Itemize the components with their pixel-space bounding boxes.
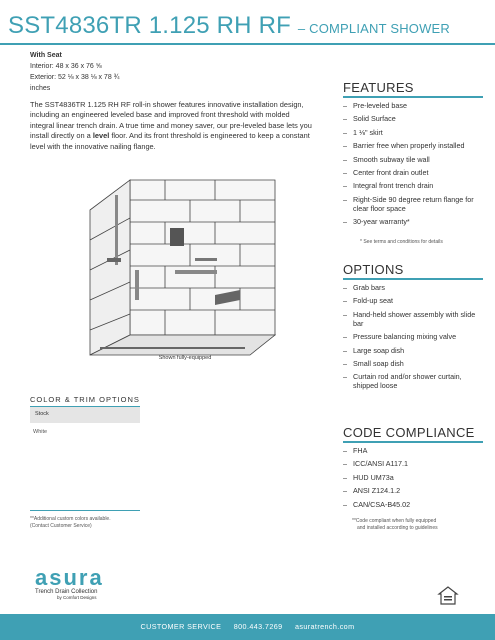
- stock-label: Stock: [35, 411, 49, 417]
- shower-drawing: [75, 170, 305, 360]
- intro-text-1: The SST4836TR 1.125 RH RF roll-in shower features innovative installation design, including an engineered leveled base and improved front threshold with molded integral linear trench drain. A true time and money saver, our pre-leveled base lets you install directly on a: [30, 100, 312, 141]
- color-trim-stock-row: [30, 407, 140, 423]
- features-title: FEATURES: [343, 80, 414, 95]
- list-item: – Grab bars: [343, 283, 483, 292]
- list-item: – Center front drain outlet: [343, 168, 483, 177]
- page-title: [8, 12, 450, 40]
- list-item: – Pre-leveled base: [343, 101, 483, 110]
- footer-phone[interactable]: 800.443.7269: [233, 622, 283, 631]
- slide-bar-icon: [115, 195, 118, 265]
- options-divider: [343, 278, 483, 280]
- options-list: [343, 283, 483, 395]
- warranty-note: * See terms and conditions for details: [360, 239, 443, 245]
- list-item: – ICC/ANSI A117.1: [343, 459, 483, 468]
- list-item: – Pressure balancing mixing valve: [343, 332, 483, 341]
- color-note-line-1: **Additional custom colors available.: [30, 516, 111, 522]
- specs-units: inches: [30, 85, 51, 92]
- title-bar: [0, 0, 495, 42]
- list-item: – HUD UM73a: [343, 473, 483, 482]
- list-item: – Large soap dish: [343, 346, 483, 355]
- specs-heading: With Seat: [30, 52, 62, 59]
- intro-paragraph: [30, 100, 315, 152]
- code-note-line-1: **Code compliant when fully equipped: [352, 518, 437, 524]
- color-trim-title: COLOR & TRIM OPTIONS: [30, 395, 140, 404]
- list-item: – CAN/CSA-B45.02: [343, 500, 483, 509]
- list-item: – Hand-held shower assembly with slide bar: [343, 310, 483, 328]
- logo-wordmark: asura: [35, 565, 104, 590]
- color-note-line-2: (Contact Customer Service): [30, 523, 92, 529]
- code-compliance-title: CODE COMPLIANCE: [343, 425, 475, 440]
- shower-illustration: [75, 170, 305, 360]
- options-title: OPTIONS: [343, 262, 404, 277]
- features-list: [343, 101, 483, 231]
- list-item: – Fold-up seat: [343, 296, 483, 305]
- list-item: – FHA: [343, 446, 483, 455]
- code-note-line-2: and installed according to guidelines: [357, 524, 438, 531]
- color-trim-bottom-divider: [30, 510, 140, 511]
- list-item: – Small soap dish: [343, 359, 483, 368]
- asura-logo: [35, 565, 135, 600]
- model-name: SST4836TR 1.125 RH RF: [8, 12, 291, 39]
- list-item: – Smooth subway tile wall: [343, 155, 483, 164]
- grab-bar-icon: [175, 270, 217, 274]
- code-note: [352, 518, 438, 531]
- logo-byline: by Comfort Designs: [57, 595, 97, 600]
- list-item: – Barrier free when properly installed: [343, 141, 483, 150]
- color-trim-note: [30, 516, 111, 530]
- intro-text-2: floor. And its front threshold is engineered to keep a constant level with the innovative nailing flange.: [30, 131, 310, 151]
- footer-contact: [0, 622, 495, 631]
- list-item: – Solid Surface: [343, 114, 483, 123]
- list-item: – ANSI Z124.1.2: [343, 486, 483, 495]
- specs-exterior: Exterior: 52 ⅛ x 38 ⅛ x 78 ¾: [30, 74, 120, 81]
- soap-dish-icon: [170, 228, 184, 246]
- footer-label: CUSTOMER SERVICE: [140, 622, 222, 631]
- specs-block: [30, 50, 120, 94]
- list-item: – Right-Side 90 degree return flange for clear floor space: [343, 195, 483, 213]
- code-compliance-divider: [343, 441, 483, 443]
- specs-interior: Interior: 48 x 36 x 76 ⅝: [30, 63, 102, 70]
- list-item: – 30-year warranty*: [343, 217, 483, 226]
- footer-website-link[interactable]: asuratrench.com: [294, 622, 355, 631]
- equal-housing-icon: [437, 585, 459, 607]
- code-compliance-list: [343, 446, 483, 513]
- page-subtitle: – COMPLIANT SHOWER: [297, 21, 451, 36]
- logo-tagline: Trench Drain Collection: [35, 589, 98, 595]
- intro-emphasis: level: [92, 131, 110, 141]
- title-divider: [0, 43, 495, 45]
- list-item: – Integral front trench drain: [343, 181, 483, 190]
- list-item: – Curtain rod and/or shower curtain, shipped loose: [343, 372, 483, 390]
- footer-bar: [0, 614, 495, 640]
- features-divider: [343, 96, 483, 98]
- color-option-white: White: [33, 429, 48, 435]
- list-item: – 1 ⅛" skirt: [343, 128, 483, 137]
- image-caption: Shown fully-equipped: [158, 355, 212, 361]
